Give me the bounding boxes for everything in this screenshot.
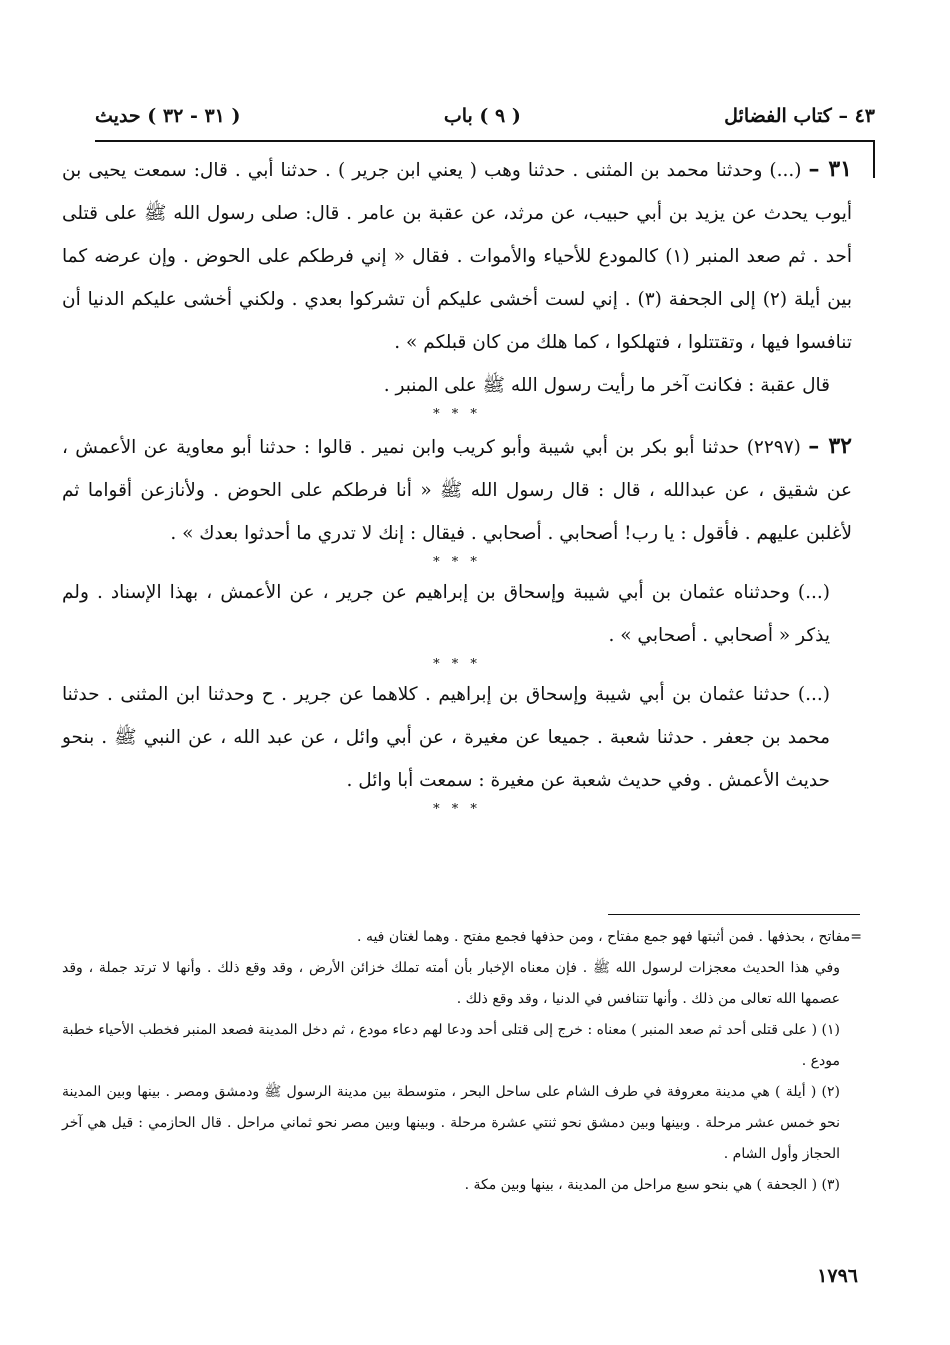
footnote-continuation: =مفاتح ، بحذفها . فمن أثبتها فهو جمع مفتاح ، ومن حذفها فجمع مفتح . وهما لغتان فيه . bbox=[357, 929, 862, 945]
separator: * * * bbox=[433, 407, 481, 422]
hadith-text: (٢٢٩٧) حدثنا أبو بكر بن أبي شيبة وأبو كريب وابن نمير . قالوا : حدثنا أبو معاوية عن الأعمش ، عن شقيق ، عن عبدالله ، قال : قال رسول الله ﷺ « أنا فرطكم على الحوض . ولأنازعن أقواما ثم لأغلبن عليهم . فأقول : يا رب! أصحابي . أصحابي . فيقال : إنك لا تدري ما أحدثوا بعدك » . bbox=[62, 437, 852, 544]
hadith-32-variant-1: (...) وحدثناه عثمان بن أبي شيبة وإسحاق بن إبراهيم عن جرير ، عن الأعمش ، بهذا الإسناد . ولم يذكر « أصحابي . أصحابي » . bbox=[62, 582, 830, 646]
footnote-3: (٣) ( الجحفة ) هي بنحو سبع مراحل من المدينة ، بينها وبين مكة . bbox=[464, 1177, 840, 1193]
hadith-31-closing: قال عقبة : فكانت آخر ما رأيت رسول الله ﷺ على المنبر . bbox=[383, 375, 830, 396]
header-rule bbox=[95, 140, 875, 142]
footnote-1: (١) ( على قتلى أحد ثم صعد المنبر ) معناه : خرج إلى قتلى أحد ودعا لهم دعاء مودع ، ثم دخل المدينة فصعد المنبر فخطب الأحياء خطبة مودع . bbox=[62, 1022, 840, 1069]
chapter-label: ( ٩ ) باب bbox=[443, 105, 521, 127]
footnote-rule bbox=[608, 914, 860, 915]
hadith-31 bbox=[62, 148, 852, 364]
book-title: ٤٣ – كتاب الفضائل bbox=[724, 105, 875, 127]
hadith-number: ٣١ – bbox=[808, 156, 852, 182]
hadith-number: ٣٢ – bbox=[808, 433, 852, 459]
hadith-text: (...) وحدثنا محمد بن المثنى . حدثنا وهب ( يعني ابن جرير ) . حدثنا أبي . قال: سمعت يحيى بن أيوب يحدث عن يزيد بن أبي حبيب، عن مرثد، عن عقبة بن عامر . قال: صلى رسول الله ﷺ على قتلى أحد . ثم صعد المنبر (١) كالمودع للأحياء والأموات . فقال « إني فرطكم على الحوض . وإن عرضه كما بين أيلة (٢) إلى الجحفة (٣) . إني لست أخشى عليكم أن تشركوا بعدي . ولكني أخشى عليكم الدنيا أن تنافسوا فيها ، وتقتتلوا ، فتهلكوا ، كما هلك من كان قبلكم » . bbox=[62, 160, 853, 353]
separator: * * * bbox=[433, 555, 481, 570]
hadith-32 bbox=[62, 425, 852, 555]
footnotes bbox=[62, 922, 862, 1201]
separator: * * * bbox=[433, 802, 481, 817]
hadith-range: ( ٣١ - ٣٢ ) حديث bbox=[95, 105, 241, 127]
separator: * * * bbox=[433, 657, 481, 672]
hadith-32-variant-2: (...) حدثنا عثمان بن أبي شيبة وإسحاق بن إبراهيم . كلاهما عن جرير . ح وحدثنا ابن المثنى . حدثنا محمد بن جعفر . حدثنا شعبة . جميعا عن مغيرة ، عن أبي وائل ، عن عبد الله ، عن النبي ﷺ . بنحو حديث الأعمش . وفي حديث شعبة عن مغيرة : سمعت أبا وائل . bbox=[62, 684, 830, 791]
footnote-commentary: وفي هذا الحديث معجزات لرسول الله ﷺ . فإن معناه الإخبار بأن أمته تملك خزائن الأرض ، وقد وقع ذلك . وأنها لا ترتد جملة ، وقد عصمها الله تعالى من ذلك . وأنها تتنافس في الدنيا ، وقد وقع ذلك . bbox=[62, 960, 840, 1007]
main-text bbox=[62, 148, 852, 818]
page-number: ١٧٩٦ bbox=[817, 1265, 858, 1287]
header-side-rule bbox=[873, 140, 875, 178]
footnote-2: (٢) ( أيلة ) هي مدينة معروفة في طرف الشام على ساحل البحر ، متوسطة بين مدينة الرسول ﷺ ودمشق ومصر . بينها وبين المدينة نحو خمس عشر مرحلة . وبينها وبين دمشق نحو ثنتي عشرة مرحلة . وبينها وبين مصر نحو ثماني مراحل . قال الحازمي : قيل هي آخر الحجاز وأول الشام . bbox=[62, 1084, 840, 1162]
running-header bbox=[95, 96, 875, 136]
